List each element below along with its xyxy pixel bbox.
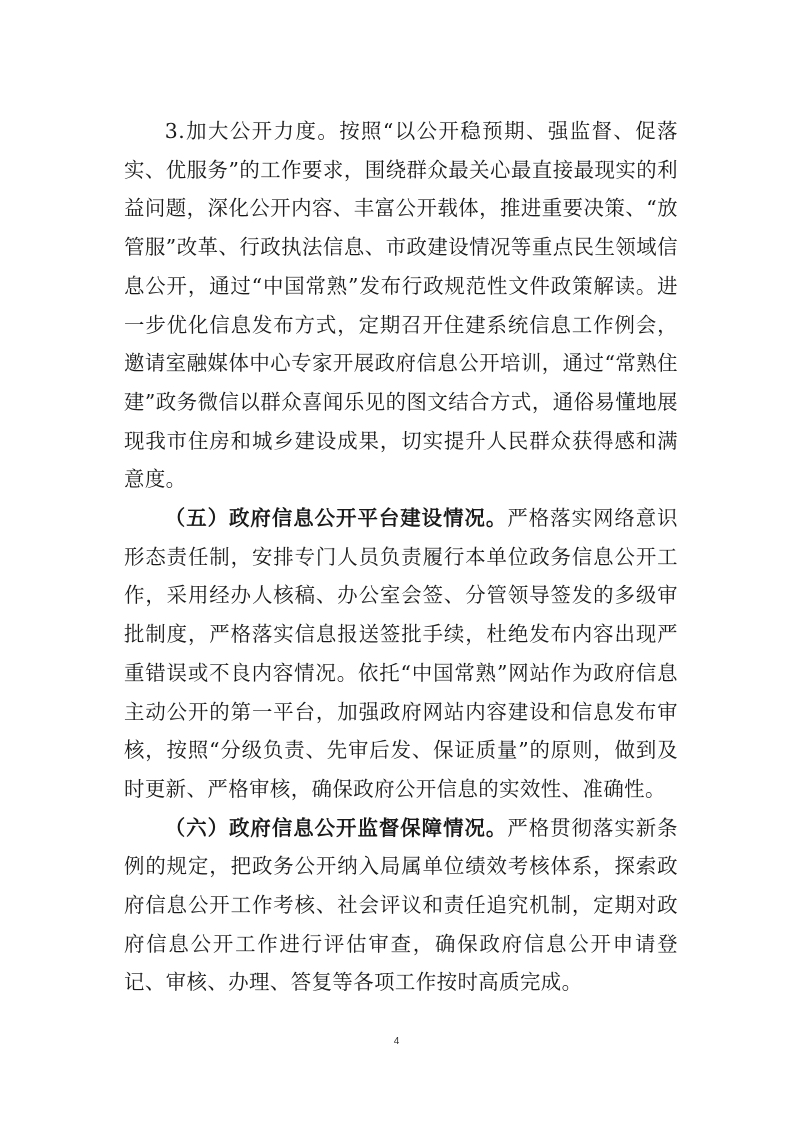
paragraph-text: 严格落实网络意识形态责任制，安排专门人员负责履行本单位政务信息公开工作，采用经办人核稿、办公室会签、分管领导签发的多级审批制度，严格落实信息报送签批手续，杜绝发布内容出现严重错误或不良内容情况。依托“中国常熟”网站作为政府信息主动公开的第一平台，加强政府网站内容建设和信息发布审核，按照“分级负责、先审后发、保证质量”的原则，做到及时更新、严格审核，确保政府公开信息的实效性、准确性。	[124, 506, 678, 801]
paragraph-supervision-guarantee	[124, 809, 678, 1003]
paragraph-lead: （五）政府信息公开平台建设情况。	[164, 506, 508, 531]
paragraph-disclosure-intensity	[124, 112, 678, 499]
page-number: 4	[393, 1036, 400, 1047]
paragraph-text: 严格贯彻落实新条例的规定，把政务公开纳入局属单位绩效考核体系，探索政府信息公开工作考核、社会评议和责任追究机制，定期对政府信息公开工作进行评估审查，确保政府信息公开申请登记、审核、办理、答复等各项工作按时高质完成。	[124, 815, 678, 995]
paragraph-platform-construction	[124, 499, 678, 809]
paragraph-lead: （六）政府信息公开监督保障情况。	[164, 815, 508, 840]
document-body	[124, 112, 678, 1002]
paragraph-text: 3.加大公开力度。按照“以公开稳预期、强监督、促落实、优服务”的工作要求，围绕群众最关心最直接最现实的利益问题，深化公开内容、丰富公开载体，推进重要决策、“放管服”改革、行政执法信息、市政建设情况等重点民生领域信息公开，通过“中国常熟”发布行政规范性文件政策解读。进一步优化信息发布方式，定期召开住建系统信息工作例会，邀请室融媒体中心专家开展政府信息公开培训，通过“常熟住建”政务微信以群众喜闻乐见的图文结合方式，通俗易懂地展现我市住房和城乡建设成果，切实提升人民群众获得感和满意度。	[124, 119, 678, 492]
